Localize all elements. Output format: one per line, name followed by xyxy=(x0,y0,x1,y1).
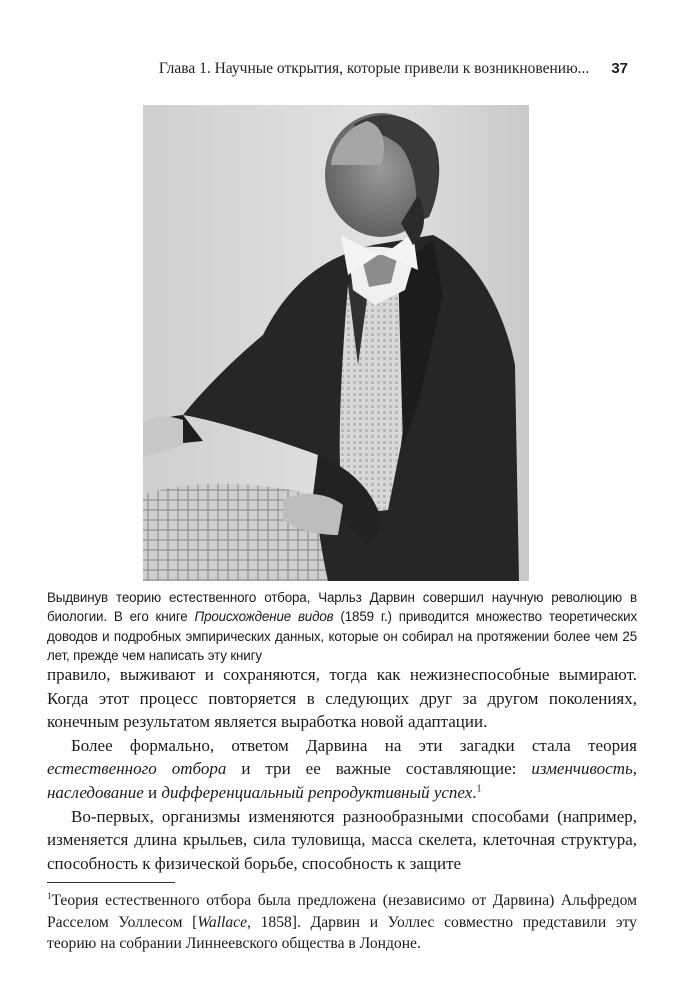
paragraph-2-text: , xyxy=(632,759,637,779)
term-inheritance: наследование xyxy=(47,782,144,802)
paragraph-2 xyxy=(47,734,637,805)
term-variation: изменчивость xyxy=(531,759,633,779)
term-natural-selection: естественного отбора xyxy=(47,759,227,779)
paragraph-3: Во-первых, организмы изменяются разнообразными способами (например, изменяется длина крыльев, сила туловища, масса скелета, клеточная структура, способность к физической борьбе, способность к защите xyxy=(47,806,637,873)
paragraph-2-text: и xyxy=(143,782,162,802)
portrait-photo xyxy=(143,105,529,581)
running-header xyxy=(0,60,628,78)
caption-book-title: Происхождение видов xyxy=(194,609,334,625)
caption-text-1: Выдвинув теорию естественного отбора, Чарльз Дарвин совершил научную революцию в биологии. В его книге xyxy=(47,590,637,625)
footnote-text-b: , 1858]. Дарвин и Уоллес совместно представили эту теорию на собрании Линнеевского общества в Лондоне. xyxy=(47,913,637,952)
footnote-ref[interactable]: 1 xyxy=(476,783,482,795)
footnote-cite-author: Wallace xyxy=(197,913,248,931)
portrait-illustration xyxy=(143,105,529,581)
footnote-marker: 1 xyxy=(47,890,52,901)
paragraph-2-text: и три ее важные составляющие: xyxy=(226,759,532,779)
body-text xyxy=(47,663,637,875)
paragraph-2-text: Более формально, ответом Дарвина на эти загадки стала теория xyxy=(71,735,637,755)
term-differential-reproductive-success: дифференциальный репродуктивный успех xyxy=(161,782,473,802)
caption-text-2: (1859 г.) приводится множество теоретических доводов и подробных эмпирических данных, которые он собирал на протяжении более чем 25 лет, прежде чем написать эту книгу xyxy=(47,609,637,663)
footnote-divider xyxy=(47,882,175,883)
paragraph-1: правило, выживают и сохраняются, тогда как нежизнеспособные вымирают. Когда этот процесс повторяется в следующих друг за другом поколениях, конечным результатом является выработка новой адаптации. xyxy=(47,665,637,732)
running-title: Глава 1. Научные открытия, которые привели к возникновению... xyxy=(158,60,590,77)
footnote xyxy=(47,890,637,955)
figure-caption xyxy=(47,588,637,665)
footnote-text-a: Теория естественного отбора была предложена (независимо от Дарвина) Альфредом Расселом Уоллесом [ xyxy=(47,892,637,931)
paragraph-2-text: . xyxy=(472,782,477,802)
page-number: 37 xyxy=(611,60,628,77)
